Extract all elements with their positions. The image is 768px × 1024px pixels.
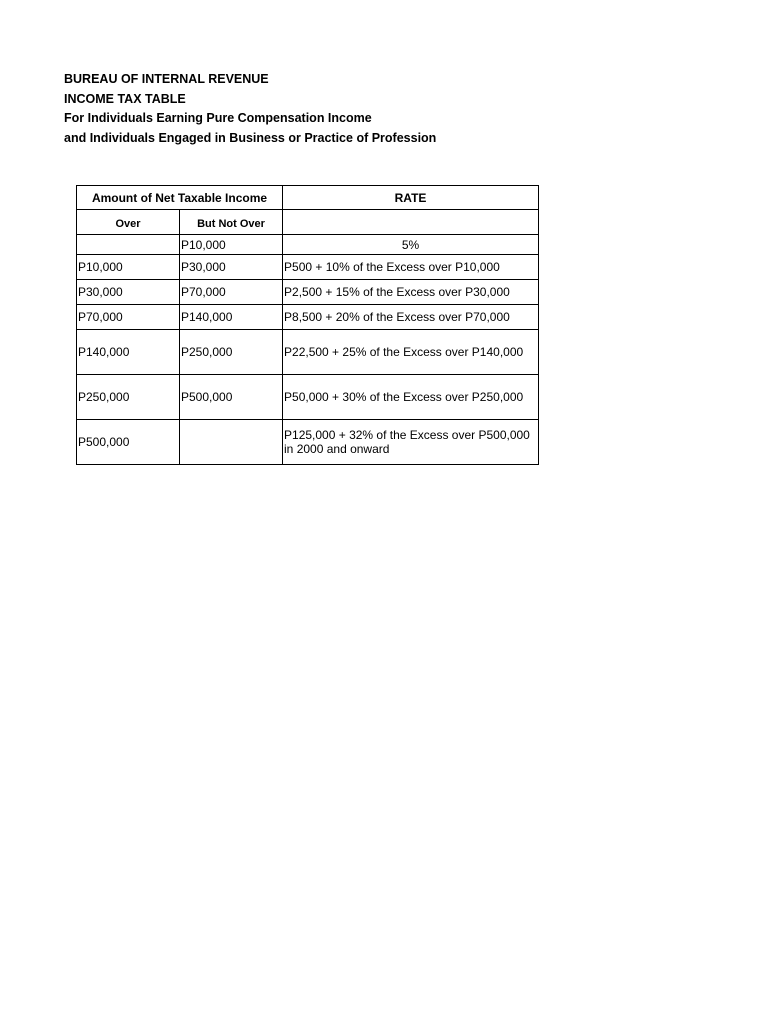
subtitle-line-1: For Individuals Earning Pure Compensation Income [64,111,372,125]
but-not-over-cell: P30,000 [180,255,283,280]
table-row [77,305,539,330]
income-tax-table [76,185,539,465]
over-cell [77,235,180,255]
rate-cell-line-2: in 2000 and onward [284,442,390,456]
rate-header: RATE [283,186,539,210]
over-column-header: Over [77,210,180,235]
rate-cell: P22,500 + 25% of the Excess over P140,000 [283,330,539,375]
net-taxable-income-header: Amount of Net Taxable Income [77,186,283,210]
table-title: INCOME TAX TABLE [64,91,186,106]
over-cell: P10,000 [77,255,180,280]
table-subheader-row [77,210,539,235]
rate-cell: P50,000 + 30% of the Excess over P250,000 [283,375,539,420]
table-row [77,420,539,465]
but-not-over-cell: P10,000 [180,235,283,255]
document-header [64,70,436,148]
but-not-over-column-header: But Not Over [180,210,283,235]
rate-cell: P8,500 + 20% of the Excess over P70,000 [283,305,539,330]
subtitle-line-2: and Individuals Engaged in Business or Practice of Profession [64,130,437,145]
but-not-over-cell: P250,000 [180,330,283,375]
rate-cell: P500 + 10% of the Excess over P10,000 [283,255,539,280]
over-cell: P30,000 [77,280,180,305]
table-row [77,255,539,280]
over-cell: P500,000 [77,420,180,465]
table-row [77,235,539,255]
over-cell: P250,000 [77,375,180,420]
rate-cell-line-1: P125,000 + 32% of the Excess over P500,000 [284,428,530,442]
rate-cell [283,420,539,465]
over-cell: P140,000 [77,330,180,375]
table-row [77,280,539,305]
but-not-over-cell [180,420,283,465]
over-cell: P70,000 [77,305,180,330]
table-row [77,330,539,375]
agency-title: BUREAU OF INTERNAL REVENUE [64,72,269,86]
table-header-row [77,186,539,210]
rate-cell: 5% [283,235,539,255]
table-row [77,375,539,420]
empty-subheader-cell [283,210,539,235]
rate-cell: P2,500 + 15% of the Excess over P30,000 [283,280,539,305]
but-not-over-cell: P500,000 [180,375,283,420]
but-not-over-cell: P140,000 [180,305,283,330]
but-not-over-cell: P70,000 [180,280,283,305]
